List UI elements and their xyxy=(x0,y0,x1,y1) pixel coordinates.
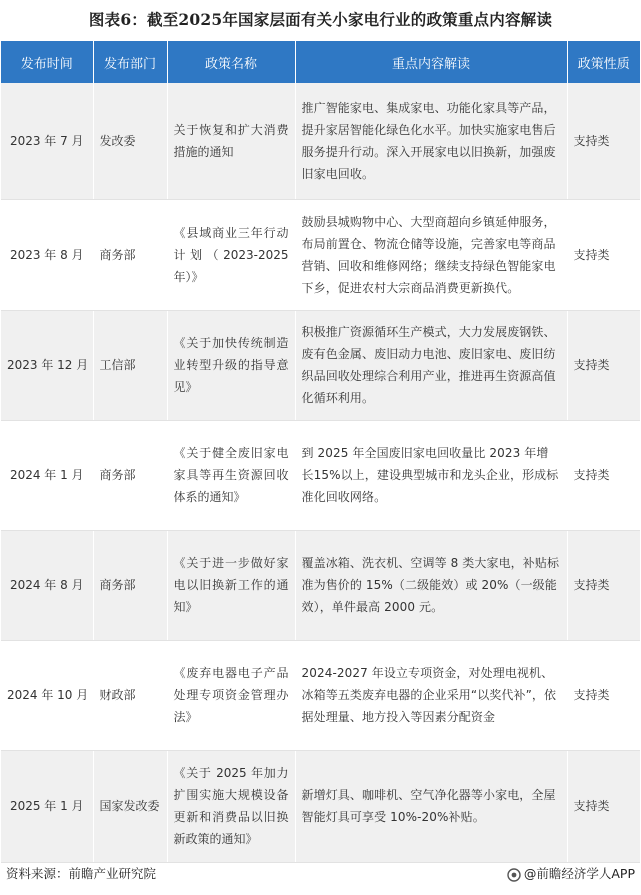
cell-policy-name: 《关于 2025 年加力扩围实施大规模设备更新和消费品以旧换新政策的通知》 xyxy=(167,750,295,862)
cell-policy-name: 关于恢复和扩大消费措施的通知 xyxy=(167,83,295,199)
source-note: 资料来源：前瞻产业研究院 xyxy=(6,866,157,881)
cell-date: 2025 年 1 月 xyxy=(1,750,93,862)
table-row xyxy=(1,750,640,862)
cell-content: 到 2025 年全国废旧家电回收量比 2023 年增长15%以上，建设典型城市和龙头企业，形成标准化回收网络。 xyxy=(295,420,567,530)
footer xyxy=(0,862,641,888)
cell-date: 2024 年 1 月 xyxy=(1,420,93,530)
table-row xyxy=(1,83,640,199)
table-row xyxy=(1,310,640,420)
cell-dept: 商务部 xyxy=(93,199,167,310)
brand-text: @前瞻经济学人APP xyxy=(523,866,635,881)
cell-content: 2024-2027 年设立专项资金，对处理电视机、冰箱等五类废弃电器的企业采用“以奖代补”，依据处理量、地方投入等因素分配资金 xyxy=(295,640,567,750)
cell-policy-name: 《废弃电器电子产品处理专项资金管理办法》 xyxy=(167,640,295,750)
cell-dept: 工信部 xyxy=(93,310,167,420)
cell-content: 积极推广资源循环生产模式，大力发展废钢铁、废有色金属、废旧动力电池、废旧家电、废旧纺织品回收处理综合利用产业，推进再生资源高值化循环利用。 xyxy=(295,310,567,420)
table-row xyxy=(1,640,640,750)
cell-dept: 发改委 xyxy=(93,83,167,199)
cell-content: 鼓励县城购物中心、大型商超向乡镇延伸服务，布局前置仓、物流仓储等设施，完善家电等商品营销、回收和维修网络；继续支持绿色智能家电下乡，促进农村大宗商品消费更新换代。 xyxy=(295,199,567,310)
brand-credit xyxy=(507,864,635,884)
table-row xyxy=(1,420,640,530)
cell-date: 2024 年 10 月 xyxy=(1,640,93,750)
cell-type: 支持类 xyxy=(567,530,640,640)
table-row xyxy=(1,199,640,310)
policy-table-wrapper xyxy=(1,41,640,863)
cell-content: 推广智能家电、集成家电、功能化家具等产品，提升家居智能化绿色化水平。加快实施家电售后服务提升行动。深入开展家电以旧换新，加强废旧家电回收。 xyxy=(295,83,567,199)
cell-date: 2023 年 7 月 xyxy=(1,83,93,199)
brand-logo-icon xyxy=(507,867,521,881)
cell-dept: 商务部 xyxy=(93,530,167,640)
header-type: 政策性质 xyxy=(567,41,640,83)
cell-policy-name: 《关于进一步做好家电以旧换新工作的通知》 xyxy=(167,530,295,640)
cell-date: 2023 年 8 月 xyxy=(1,199,93,310)
cell-type: 支持类 xyxy=(567,640,640,750)
cell-content: 覆盖冰箱、洗衣机、空调等 8 类大家电，补贴标准为售价的 15%（二级能效）或 20%（一级能效），单件最高 2000 元。 xyxy=(295,530,567,640)
cell-type: 支持类 xyxy=(567,750,640,862)
cell-type: 支持类 xyxy=(567,199,640,310)
cell-dept: 国家发改委 xyxy=(93,750,167,862)
cell-type: 支持类 xyxy=(567,310,640,420)
cell-type: 支持类 xyxy=(567,83,640,199)
table-row xyxy=(1,530,640,640)
policy-table xyxy=(1,41,640,863)
cell-policy-name: 《县域商业三年行动计划（2023-2025年）》 xyxy=(167,199,295,310)
cell-dept: 商务部 xyxy=(93,420,167,530)
cell-date: 2023 年 12 月 xyxy=(1,310,93,420)
header-dept: 发布部门 xyxy=(93,41,167,83)
header-content: 重点内容解读 xyxy=(295,41,567,83)
cell-policy-name: 《关于健全废旧家电家具等再生资源回收体系的通知》 xyxy=(167,420,295,530)
cell-type: 支持类 xyxy=(567,420,640,530)
cell-date: 2024 年 8 月 xyxy=(1,530,93,640)
cell-policy-name: 《关于加快传统制造业转型升级的指导意见》 xyxy=(167,310,295,420)
header-date: 发布时间 xyxy=(1,41,93,83)
page-title: 图表6：截至2025年国家层面有关小家电行业的政策重点内容解读 xyxy=(88,10,553,29)
cell-dept: 财政部 xyxy=(93,640,167,750)
header-name: 政策名称 xyxy=(167,41,295,83)
table-header-row xyxy=(1,41,640,83)
cell-content: 新增灯具、咖啡机、空气净化器等小家电，全屋智能灯具可享受 10%-20%补贴。 xyxy=(295,750,567,862)
